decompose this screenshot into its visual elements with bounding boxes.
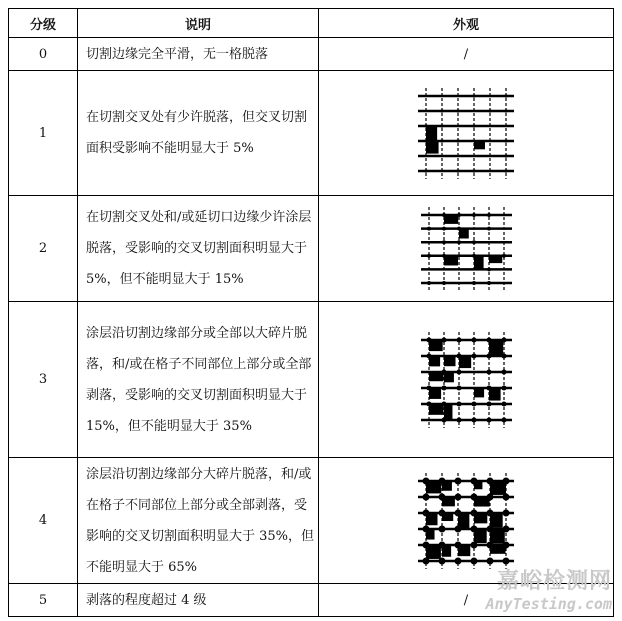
flake-mark xyxy=(423,477,430,484)
flake-mark xyxy=(487,267,491,271)
appearance-cell xyxy=(319,458,614,584)
appearance-cell xyxy=(319,302,614,458)
flake-mark xyxy=(455,493,462,500)
description-cell: 涂层沿切割边缘部分大碎片脱落，和/或在格子不同部位上部分或全部剥落，受影响的交叉切割面积明显大于 35%，但不能明显大于 65% xyxy=(78,458,319,584)
flake-mark xyxy=(504,154,507,157)
flake-mark xyxy=(471,353,476,358)
grade-cell: 3 xyxy=(9,302,78,458)
grade-cell: 4 xyxy=(9,458,78,584)
flake-mark xyxy=(439,493,446,500)
description-cell: 涂层沿切割边缘部分或全部以大碎片脱落，和/或在格子不同部位上部分或全部剥落，受影响的交叉切割面积明显大于 15%，但不能明显大于 35% xyxy=(78,302,319,458)
header-appearance: 外观 xyxy=(319,9,614,38)
table-header xyxy=(9,9,614,38)
header-grade: 分级 xyxy=(9,9,78,38)
flake-mark xyxy=(444,255,458,265)
grade-cell: 1 xyxy=(9,71,78,196)
flake-mark xyxy=(444,404,452,419)
flake-mark xyxy=(503,509,510,516)
flake-mark xyxy=(486,353,491,358)
flake-mark xyxy=(474,255,484,268)
flake-mark xyxy=(503,525,510,532)
crosscut-image xyxy=(416,86,516,181)
flake-mark xyxy=(456,369,461,374)
flake-mark xyxy=(426,141,439,154)
flake-mark xyxy=(504,139,507,142)
header-description: 说明 xyxy=(78,9,319,38)
flake-mark xyxy=(429,404,443,415)
flake-mark xyxy=(487,541,494,548)
flake-mark xyxy=(429,340,443,351)
flake-mark xyxy=(426,126,437,140)
table-row xyxy=(9,38,614,71)
flake-mark xyxy=(471,477,478,484)
description-cell: 在切割交叉处有少许脱落，但交叉切割面积受影响不能明显大于 5% xyxy=(78,71,319,196)
grade-cell: 5 xyxy=(9,584,78,617)
flake-mark xyxy=(457,213,461,217)
grade-cell: 2 xyxy=(9,196,78,302)
watermark-en: AnyTesting.com xyxy=(485,595,612,613)
flake-mark xyxy=(429,372,444,381)
flake-mark xyxy=(456,353,461,358)
cross-cut-grade-table xyxy=(8,8,614,617)
flake-mark xyxy=(472,124,475,127)
flake-mark xyxy=(456,337,461,342)
crosscut-image xyxy=(419,205,514,293)
flake-mark xyxy=(472,213,476,217)
appearance-cell xyxy=(319,71,614,196)
flake-mark xyxy=(440,109,443,112)
flake-mark xyxy=(455,509,462,516)
flake-mark xyxy=(487,226,491,230)
flake-mark xyxy=(471,493,478,500)
flake-mark xyxy=(501,353,506,358)
description-cell: 切割边缘完全平滑，无一格脱落 xyxy=(78,38,319,71)
flake-mark xyxy=(456,109,459,112)
flake-mark xyxy=(504,109,507,112)
appearance-cell: / xyxy=(319,584,614,617)
flake-mark xyxy=(426,337,431,342)
crosscut-image xyxy=(416,471,516,571)
table-row xyxy=(9,196,614,302)
grade-cell: 0 xyxy=(9,38,78,71)
flake-mark xyxy=(486,385,491,390)
flake-mark xyxy=(487,493,494,500)
flake-mark xyxy=(503,493,510,500)
flake-mark xyxy=(457,226,461,230)
flake-mark xyxy=(442,226,446,230)
flake-mark xyxy=(504,169,507,172)
flake-mark xyxy=(501,417,506,422)
description-cell: 在切割交叉处和/或延切口边缘少许涂层脱落，受影响的交叉切割面积明显大于 5%，但不能明显大于 15% xyxy=(78,196,319,302)
flake-mark xyxy=(489,388,501,401)
flake-mark xyxy=(486,369,491,374)
table-row xyxy=(9,458,614,584)
flake-mark xyxy=(444,215,458,224)
flake-mark xyxy=(471,337,476,342)
watermark-cn: 嘉峪检测网 xyxy=(496,569,612,594)
flake-mark xyxy=(503,541,510,548)
table-row xyxy=(9,302,614,458)
flake-mark xyxy=(486,401,491,406)
description-cell: 剥落的程度超过 4 级 xyxy=(78,584,319,617)
flake-mark xyxy=(441,337,446,342)
appearance-cell: / xyxy=(319,38,614,71)
flake-mark xyxy=(457,240,461,244)
flake-mark xyxy=(487,213,491,217)
flake-mark xyxy=(439,477,446,484)
flake-mark xyxy=(442,213,446,217)
flake-mark xyxy=(502,253,506,257)
flake-mark xyxy=(471,509,478,516)
flake-mark xyxy=(472,240,476,244)
flake-mark xyxy=(501,401,506,406)
flake-mark xyxy=(486,337,491,342)
flake-mark xyxy=(471,525,478,532)
flake-mark xyxy=(488,109,491,112)
flake-mark xyxy=(501,337,506,342)
flake-mark xyxy=(444,356,456,366)
flake-mark xyxy=(474,388,484,397)
flake-mark xyxy=(487,525,494,532)
flake-mark xyxy=(459,228,469,238)
flake-mark xyxy=(504,94,507,97)
appearance-cell xyxy=(319,196,614,302)
crosscut-image xyxy=(419,330,514,430)
table-row xyxy=(9,584,614,617)
flake-mark xyxy=(503,477,510,484)
table-row xyxy=(9,71,614,196)
flake-mark xyxy=(487,477,494,484)
flake-mark xyxy=(472,253,476,257)
flake-mark xyxy=(459,356,471,368)
flake-mark xyxy=(489,340,503,356)
flake-mark xyxy=(503,557,510,564)
flake-mark xyxy=(472,94,475,97)
flake-mark xyxy=(501,369,506,374)
flake-mark xyxy=(487,509,494,516)
flake-mark xyxy=(455,477,462,484)
flake-mark xyxy=(501,385,506,390)
